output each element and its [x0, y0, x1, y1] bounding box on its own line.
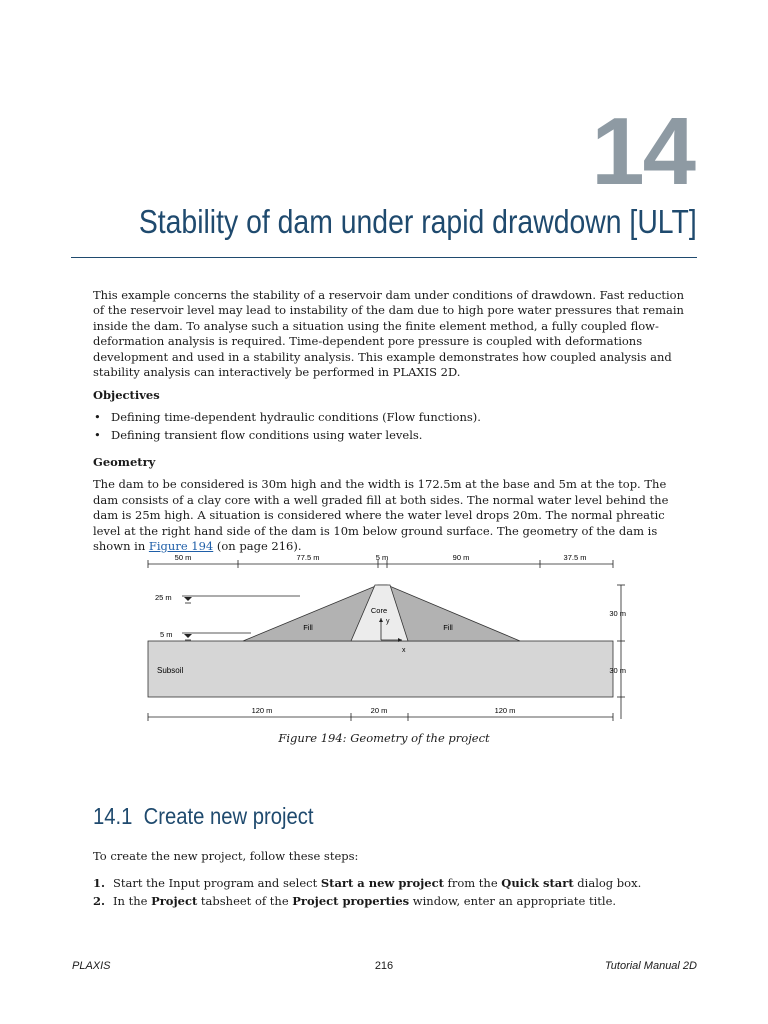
intro-text: This example concerns the stability of a reservoir dam under conditions of drawdown. Fast reduction of the reservoir level may lead to instability of the dam due to high pore water pressures that remain inside the dam. To analyse such a situation using the finite element method, a fully coupled flow-deformation analysis is required. Time-dependent pore pressure is coupled with deformations development and used in a stability analysis. This example demonstrates how coupled analysis and stability analysis can interactively be performed in PLAXIS 2D.	[93, 288, 685, 380]
step-item	[93, 876, 693, 891]
objectives-section	[93, 388, 693, 445]
subsoil-label: Subsoil	[157, 666, 184, 675]
dim-label-90m: 90 m	[452, 553, 470, 562]
dim-label-30m-subsoil: 30 m	[609, 666, 626, 675]
axis-y-label: y	[386, 618, 390, 625]
step-text: from the	[443, 876, 502, 891]
fill-label-right: Fill	[443, 623, 453, 632]
step-text: Project properties	[292, 893, 410, 908]
right-dimension-line	[617, 585, 625, 719]
core-label: Core	[370, 606, 388, 615]
dim-label-120m-right: 120 m	[494, 706, 516, 715]
intro-paragraph	[93, 288, 693, 380]
step-text: Project	[151, 893, 198, 908]
objectives-heading: Objectives	[93, 388, 160, 402]
water-level-25m	[182, 596, 300, 603]
dim-label-50m: 50 m	[174, 553, 192, 562]
fill-label-left: Fill	[303, 623, 313, 632]
step-text: Start the Input program and select	[113, 876, 321, 891]
dim-label-30m-dam: 30 m	[609, 609, 626, 618]
section-intro: To create the new project, follow these steps:	[93, 849, 359, 863]
footer-left: PLAXIS	[72, 960, 111, 972]
footer-right: Tutorial Manual 2D	[604, 960, 697, 972]
step-text: In the	[113, 893, 152, 908]
geometry-text-end: (on page 216).	[213, 539, 302, 554]
figure-link[interactable]: Figure 194	[148, 539, 214, 554]
chapter-number: 14	[591, 98, 694, 205]
page-number: 216	[374, 960, 394, 972]
water-level-5m	[182, 633, 251, 640]
axis-x-label: x	[402, 647, 406, 654]
water-level-5m-label: 5 m	[160, 630, 173, 639]
steps-list	[93, 876, 693, 909]
step-text: Start a new project	[320, 876, 444, 891]
geometry-heading: Geometry	[93, 455, 156, 469]
dim-label-5m: 5 m	[375, 553, 389, 562]
step-number: 2.	[93, 893, 106, 908]
step-text: tabsheet of the	[197, 893, 293, 908]
water-level-25m-label: 25 m	[155, 593, 172, 602]
section-title: Create new project	[143, 803, 314, 829]
geometry-section	[93, 455, 693, 554]
dim-label-37-5m: 37.5 m	[563, 553, 587, 562]
list-item: • Defining time-dependent hydraulic conditions (Flow functions).	[93, 410, 693, 425]
figure-caption: Figure 194: Geometry of the project	[278, 731, 490, 745]
chapter-title: Stability of dam under rapid drawdown [ULT]	[139, 203, 697, 240]
dim-label-20m: 20 m	[370, 706, 388, 715]
dim-label-77-5m: 77.5 m	[296, 553, 320, 562]
step-number: 1.	[93, 876, 106, 891]
list-item: • Defining transient flow conditions using water levels.	[93, 428, 693, 443]
step-text: window, enter an appropriate title.	[409, 893, 617, 908]
dam-geometry-figure	[140, 549, 630, 724]
step-item	[93, 894, 693, 909]
section-body	[93, 849, 693, 911]
objectives-list	[93, 410, 693, 443]
step-text: Quick start	[501, 876, 574, 891]
section-number: 14.1	[93, 803, 133, 829]
subsoil-layer	[148, 641, 613, 697]
section-heading	[93, 803, 314, 830]
geometry-text: The dam to be considered is 30m high and the width is 172.5m at the base and 5m at the top. The dam consists of a clay core with a well graded fill at both sides. The normal water level behind the dam is 25m high. A situation is considered where the water level drops 20m. The normal phreatic level at the right hand side of the dam is 10m below ground surface. The geometry of the dam is shown in	[93, 477, 669, 554]
title-divider	[71, 257, 697, 258]
step-text: dialog box.	[573, 876, 642, 891]
dim-label-120m-left: 120 m	[251, 706, 273, 715]
geometry-paragraph	[93, 477, 693, 554]
